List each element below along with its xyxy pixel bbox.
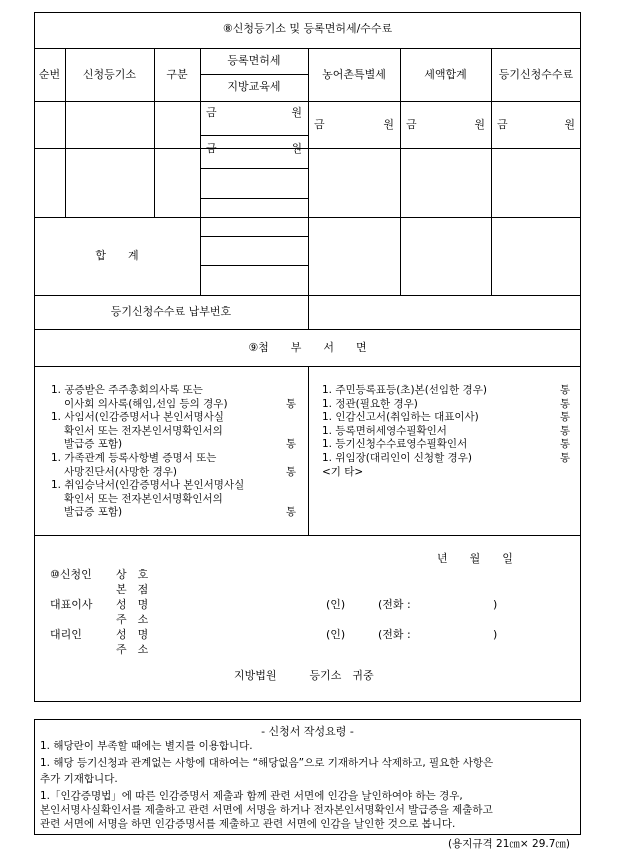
left-attachment-item: 1. 사임서(인감증명서나 본인서명사실: [51, 411, 224, 424]
left-attachment-item: 1. 취임승낙서(인감증명서나 본인서명사실: [51, 479, 245, 492]
divider: [200, 74, 308, 75]
header-tax-total: 세액합계: [424, 68, 467, 81]
section9-title: ⑨첨 부 서 면: [248, 341, 367, 354]
applicant-label: ⑩신청인: [50, 568, 92, 581]
copies-unit: 통: [285, 438, 296, 451]
rep-phone-close: ): [493, 598, 498, 611]
divider: [200, 135, 308, 136]
header-local-edu-tax: 지방교육세: [227, 80, 281, 93]
header-reg-tax: 등록면허세: [227, 54, 281, 67]
divider: [491, 48, 492, 295]
divider: [34, 329, 581, 330]
divider: [308, 48, 309, 329]
guide-title: - 신청서 작성요령 -: [261, 725, 354, 738]
copies-unit: 통: [559, 397, 570, 410]
guide-line-4: 1.「인감증명법」에 따른 인감증명서 제출과 함께 관련 서면에 인감을 날인하여야 하는 경우,: [40, 790, 463, 802]
left-attachment-item: 확인서 또는 전자본인서명확인서의: [64, 424, 223, 437]
copies-unit: 통: [559, 438, 570, 451]
total-label: 합 계: [95, 249, 139, 262]
head-office-label: 본 점: [116, 583, 149, 596]
copies-unit: 통: [285, 397, 296, 410]
left-attachment-item: 발급증 포함) 통: [64, 506, 296, 519]
right-attachment-item: <기 타>: [322, 465, 364, 478]
guide-line-3: 추가 기재합니다.: [40, 773, 118, 785]
divider: [200, 198, 308, 199]
header-rural-tax: 농어촌특별세: [322, 68, 386, 81]
header-type: 구분: [166, 68, 188, 81]
right-attachment-item: 1. 주민등록표등(초)본(선임한 경우) 통: [322, 384, 570, 396]
divider: [200, 168, 308, 169]
guide-line-1: 1. 해당란이 부족할 때에는 별지를 이용합니다.: [40, 740, 253, 752]
copies-unit: 통: [285, 506, 296, 519]
guide-line-2: 1. 해당 등기신청과 관계없는 사항에 대하여는 “해당없음”으로 기재하거나 삭제하고, 필요한 사항은: [40, 757, 494, 769]
rep-phone: (전화 :: [378, 598, 411, 611]
left-attachment-item: 1. 가족관계 등록사항별 증명서 또는: [51, 451, 217, 464]
left-attachment-item: 발급증 포함) 통: [64, 438, 296, 451]
divider: [65, 48, 66, 217]
right-attachment-item: 1. 등록면허세영수필확인서 통: [322, 424, 570, 437]
divider: [400, 48, 401, 295]
rep-name-label: 성 명: [116, 598, 149, 611]
agent-seal: (인): [326, 628, 346, 641]
left-attachment-item: 사망진단서(사망한 경우) 통: [64, 465, 296, 478]
copies-unit: 통: [559, 451, 570, 464]
divider: [200, 48, 201, 295]
rep-label: 대표이사: [50, 598, 93, 611]
divider: [200, 265, 308, 266]
divider: [34, 535, 581, 536]
right-attachment-item: 1. 위임장(대리인이 신청할 경우) 통: [322, 451, 570, 464]
divider: [308, 366, 309, 535]
payment-number-label: 등기신청수수료 납부번호: [110, 305, 232, 318]
left-attachment-item: 확인서 또는 전자본인서명확인서의: [64, 492, 223, 505]
guide-line-5: 본인서명사실확인서를 제출하고 관련 서면에 서명을 하거나 전자본인서명확인서 발급증을 제출하고: [40, 804, 493, 816]
left-attachment-item: 이사회 의사록(해임,선임 등의 경우) 통: [64, 397, 296, 410]
header-office: 신청등기소: [82, 68, 137, 81]
copies-unit: 통: [559, 384, 570, 396]
right-attachment-item: 1. 정관(필요한 경우) 통: [322, 397, 570, 410]
divider: [200, 236, 308, 237]
agent-name-label: 성 명: [116, 628, 149, 641]
attachment-list-left: [51, 384, 296, 520]
section8-title: ⑧신청등기소 및 등록면허세/수수료: [222, 22, 393, 35]
left-attachment-item: 1. 공증받은 주주총회의사록 또는: [51, 384, 203, 396]
rep-address-label: 주 소: [116, 613, 149, 626]
addressee: 지방법원 등기소 귀중: [234, 669, 374, 682]
trade-name-label: 상 호: [116, 568, 149, 581]
copies-unit: 통: [559, 424, 570, 437]
rep-seal: (인): [326, 598, 346, 611]
paper-size: (용지규격 21㎝× 29.7㎝): [448, 838, 570, 850]
attachment-list-right: [322, 384, 570, 479]
agent-address-label: 주 소: [116, 643, 149, 656]
agent-label: 대리인: [50, 628, 82, 641]
guide-line-6: 관련 서면에 서명을 하면 인감증명서를 제출하고 관련 서면에 인감을 날인한 것으로 봅니다.: [40, 818, 456, 830]
agent-phone-close: ): [493, 628, 498, 641]
copies-unit: 통: [559, 411, 570, 424]
date-field: 년 월 일: [437, 552, 513, 565]
copies-unit: 통: [285, 465, 296, 478]
right-attachment-item: 1. 등기신청수수료영수필확인서 통: [322, 438, 570, 451]
right-attachment-item: 1. 인감신고서(취임하는 대표이사) 통: [322, 411, 570, 424]
agent-phone: (전화 :: [378, 628, 411, 641]
header-fee: 등기신청수수료: [498, 68, 574, 81]
divider: [154, 48, 155, 217]
header-no: 순번: [38, 68, 61, 81]
